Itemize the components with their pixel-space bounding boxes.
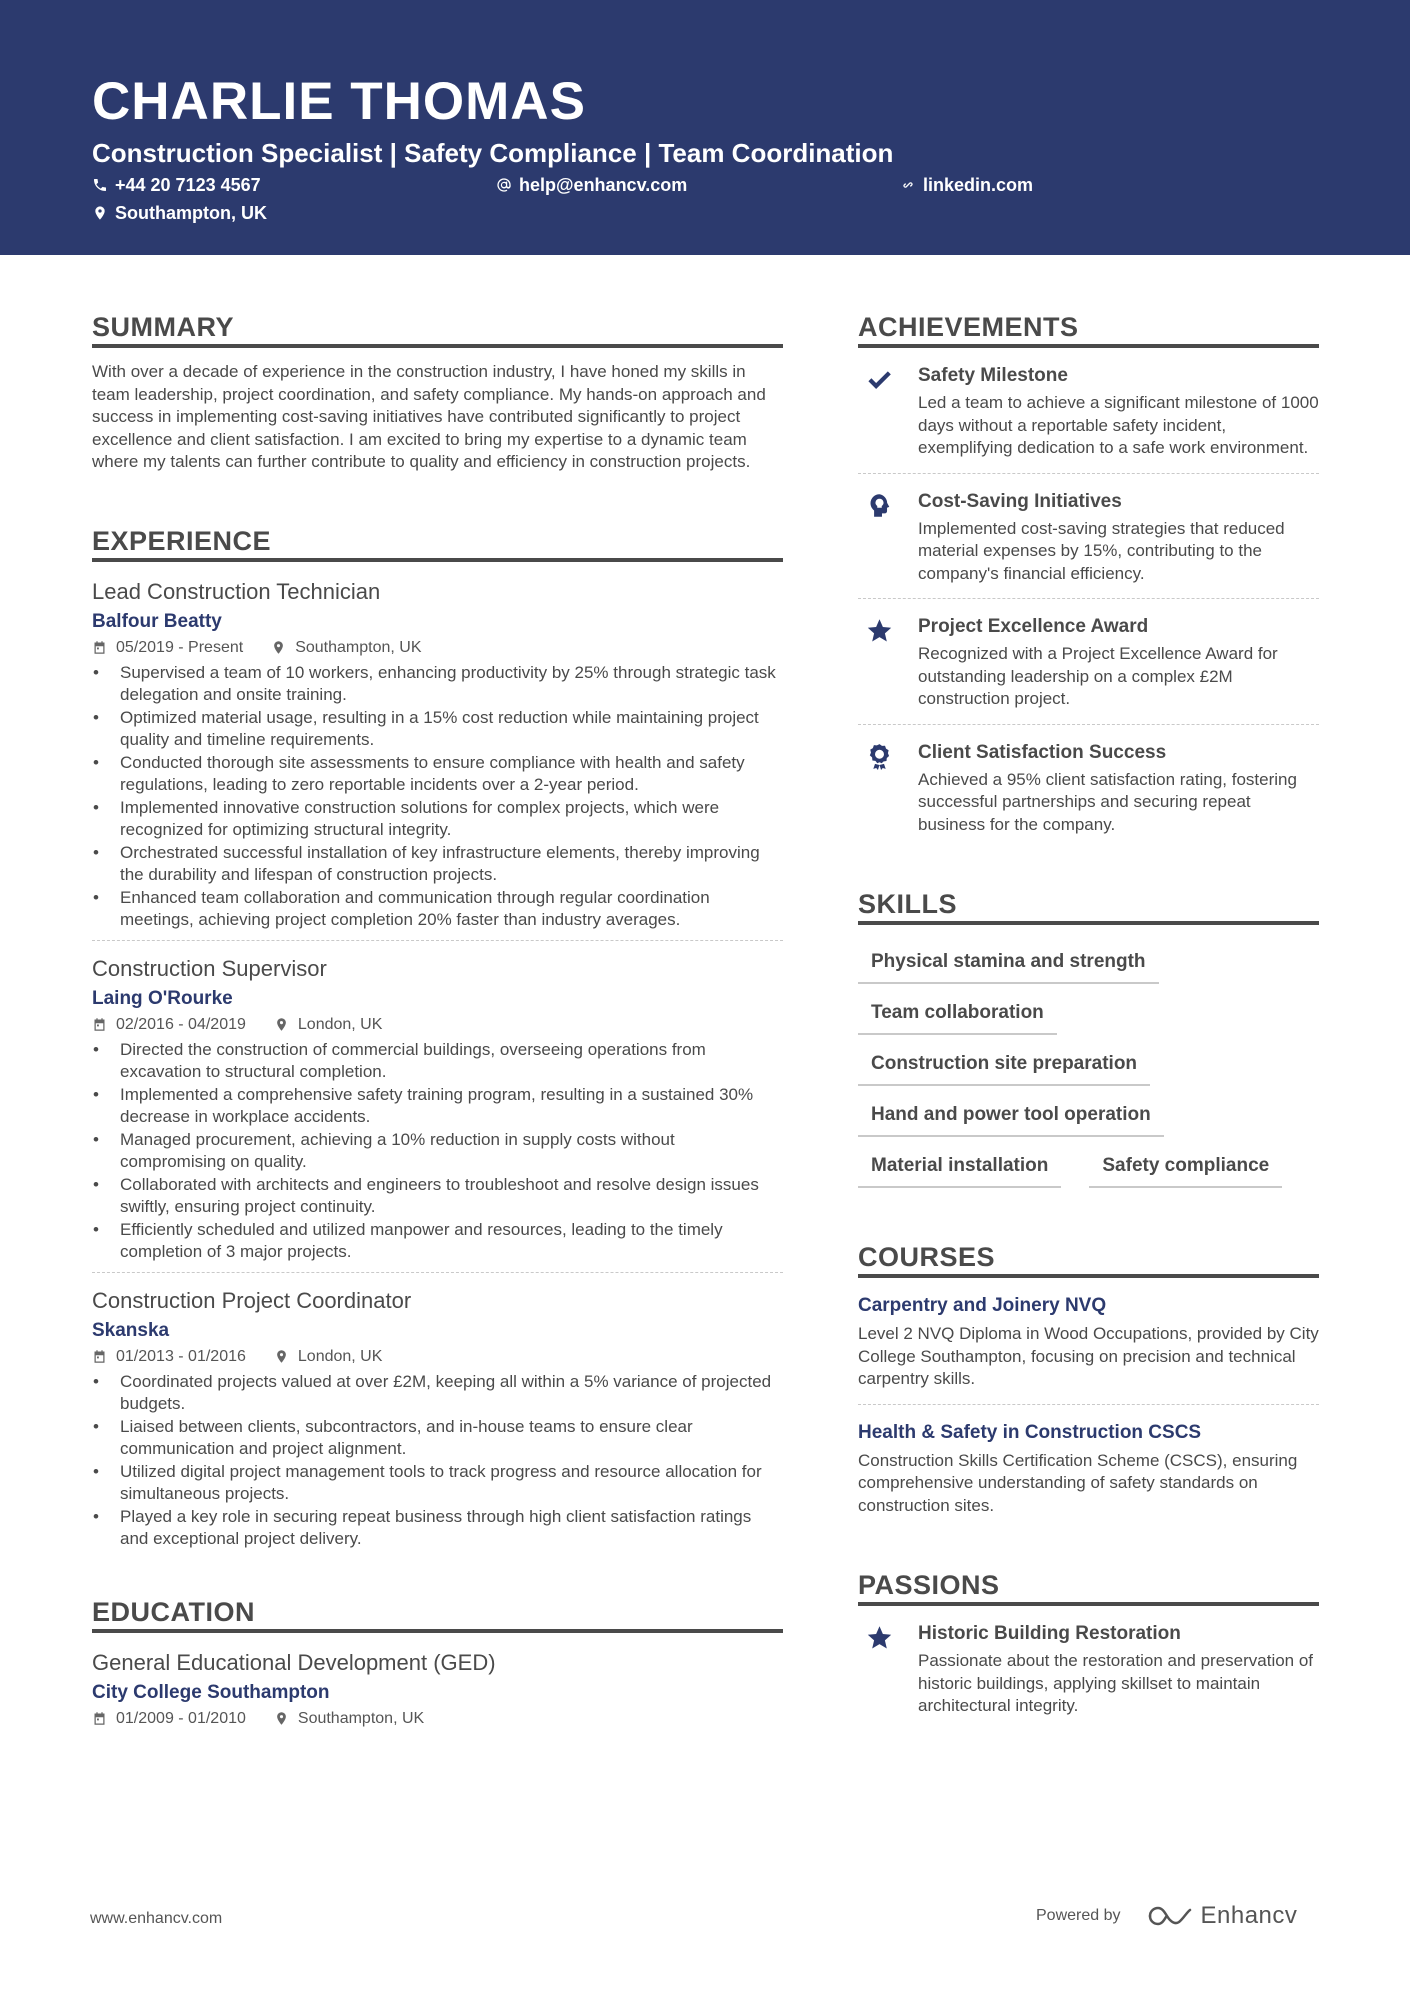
achievement-item bbox=[858, 474, 1319, 600]
passion-desc: Passionate about the restoration and preservation of historic buildings, applying skillset to maintain architectural integrity. bbox=[918, 1651, 1314, 1715]
summary-text: With over a decade of experience in the construction industry, I have honed my skills in team leadership, project coordination, and safety compliance. My hands-on approach and success in implementing cost-saving initiatives have contributed significantly to project excellence and client satisfaction. I am excited to bring my expertise to a dynamic team where my talents can further contribute to quality and efficiency in construction projects. bbox=[92, 362, 766, 471]
degree-title: General Educational Development (GED) bbox=[92, 1649, 496, 1675]
star-icon bbox=[866, 617, 893, 644]
head-idea-icon bbox=[866, 492, 893, 519]
candidate-tagline: Construction Specialist | Safety Compliance | Team Coordination bbox=[92, 138, 894, 168]
job-bullet: • Conducted thorough site assessments to ensure compliance with health and safety regulations, leading to zero reportable incidents over a 2-year period. bbox=[92, 752, 783, 797]
job-dates: 02/2016 - 04/2019 bbox=[116, 1015, 246, 1033]
job-bullets bbox=[92, 662, 783, 932]
achievement-desc: Recognized with a Project Excellence Award for outstanding leadership on a complex £2M construction project. bbox=[918, 644, 1278, 708]
experience-entry bbox=[92, 1272, 783, 1559]
job-bullet: • Utilized digital project management tools to track progress and resource allocation for simultaneous projects. bbox=[92, 1461, 783, 1506]
course-item bbox=[858, 1405, 1319, 1531]
achievement-desc: Implemented cost-saving strategies that reduced material expenses by 15%, contributing to the company's financial efficiency. bbox=[918, 518, 1285, 583]
job-meta bbox=[92, 637, 783, 659]
achievement-title: Cost-Saving Initiatives bbox=[918, 490, 1122, 512]
summary-section bbox=[92, 310, 783, 474]
course-item bbox=[858, 1278, 1319, 1405]
achievements-section bbox=[858, 310, 1319, 849]
skill-tag: Construction site preparation bbox=[858, 1042, 1150, 1086]
contact-phone-text: +44 20 7123 4567 bbox=[115, 175, 261, 195]
company-name: Skanska bbox=[92, 1319, 170, 1341]
courses-section bbox=[858, 1240, 1319, 1530]
job-bullet: • Orchestrated successful installation of key infrastructure elements, thereby improving the durability and lifespan of construction projects. bbox=[92, 842, 783, 887]
job-bullet: • Directed the construction of commercial buildings, overseeing operations from excavation to structural completion. bbox=[92, 1039, 783, 1084]
achievement-item bbox=[858, 599, 1319, 725]
location-pin-icon bbox=[271, 640, 286, 655]
location-pin-icon bbox=[92, 205, 108, 221]
course-title: Carpentry and Joinery NVQ bbox=[858, 1295, 1107, 1316]
experience-entry bbox=[92, 578, 783, 940]
achievement-title: Safety Milestone bbox=[918, 365, 1068, 386]
job-bullet: • Coordinated projects valued at over £2M, keeping all within a 5% variance of projected budgets. bbox=[92, 1371, 783, 1416]
skills-list bbox=[858, 933, 1319, 1188]
education-entry bbox=[92, 1649, 783, 1738]
location-pin-icon bbox=[274, 1349, 289, 1364]
job-dates: 05/2019 - Present bbox=[116, 638, 244, 656]
contact-email[interactable] bbox=[496, 173, 687, 197]
skills-section bbox=[858, 887, 1319, 1188]
calendar-icon bbox=[92, 1711, 107, 1726]
summary-heading: SUMMARY bbox=[92, 310, 783, 348]
job-dates: 01/2013 - 01/2016 bbox=[116, 1347, 246, 1365]
achievement-item bbox=[858, 725, 1319, 850]
right-column bbox=[858, 310, 1319, 1731]
skill-tag: Hand and power tool operation bbox=[858, 1093, 1164, 1137]
achievement-desc: Led a team to achieve a significant milestone of 1000 days without a reportable safety incident, exemplifying dedication to a safe work environment. bbox=[918, 393, 1319, 457]
contact-linkedin[interactable] bbox=[900, 173, 1033, 197]
job-bullet: • Supervised a team of 10 workers, enhancing productivity by 25% through strategic task delegation and onsite training. bbox=[92, 662, 783, 707]
experience-section bbox=[92, 524, 783, 1559]
left-column bbox=[92, 310, 783, 1738]
job-bullet: • Managed procurement, achieving a 10% reduction in supply costs without compromising on quality. bbox=[92, 1129, 783, 1174]
school-name: City College Southampton bbox=[92, 1681, 330, 1703]
phone-icon bbox=[92, 177, 108, 193]
achievement-desc: Achieved a 95% client satisfaction rating, fostering successful partnerships and securing repeat business for the company. bbox=[918, 769, 1297, 834]
company-name: Balfour Beatty bbox=[92, 610, 222, 632]
award-icon bbox=[866, 743, 893, 770]
footer-website[interactable]: www.enhancv.com bbox=[90, 1910, 223, 1927]
powered-by-label: Powered by bbox=[1036, 1907, 1121, 1924]
job-meta bbox=[92, 1346, 783, 1368]
courses-heading: COURSES bbox=[858, 1240, 1319, 1278]
achievements-heading: ACHIEVEMENTS bbox=[858, 310, 1319, 348]
contact-email-text: help@enhancv.com bbox=[519, 175, 688, 195]
education-location: Southampton, UK bbox=[297, 1709, 425, 1727]
contact-phone[interactable] bbox=[92, 173, 261, 197]
header bbox=[0, 0, 1410, 255]
enhancv-logo-icon bbox=[1147, 1903, 1193, 1929]
job-bullet: • Implemented innovative construction solutions for complex projects, which were recognized for optimizing structural integrity. bbox=[92, 797, 783, 842]
education-dates: 01/2009 - 01/2010 bbox=[116, 1709, 246, 1727]
experience-entry bbox=[92, 940, 783, 1272]
location-pin-icon bbox=[274, 1711, 289, 1726]
achievement-title: Project Excellence Award bbox=[918, 616, 1149, 637]
passions-section bbox=[858, 1568, 1319, 1731]
job-meta bbox=[92, 1014, 783, 1036]
skill-tag: Physical stamina and strength bbox=[858, 940, 1159, 984]
brand-name: Enhancv bbox=[1200, 1902, 1298, 1929]
job-bullet: • Efficiently scheduled and utilized manpower and resources, leading to the timely completion of 3 major projects. bbox=[92, 1219, 783, 1264]
course-desc: Level 2 NVQ Diploma in Wood Occupations, provided by City College Southampton, focusing on precision and technical carpentry skills. bbox=[858, 1324, 1319, 1388]
course-title: Health & Safety in Construction CSCS bbox=[858, 1421, 1202, 1443]
location-pin-icon bbox=[274, 1017, 289, 1032]
job-bullet: • Enhanced team collaboration and communication through regular coordination meetings, achieving project completion 20% faster than industry averages. bbox=[92, 887, 783, 932]
calendar-icon bbox=[92, 1349, 107, 1364]
star-icon bbox=[866, 1624, 893, 1651]
job-bullets bbox=[92, 1371, 783, 1551]
job-bullet: • Collaborated with architects and engineers to troubleshoot and resolve design issues swiftly, ensuring project continuity. bbox=[92, 1174, 783, 1219]
candidate-name: CHARLIE THOMAS bbox=[92, 72, 586, 131]
job-title: Lead Construction Technician bbox=[92, 578, 381, 604]
skills-heading: SKILLS bbox=[858, 887, 1319, 925]
passions-heading: PASSIONS bbox=[858, 1568, 1319, 1606]
education-heading: EDUCATION bbox=[92, 1595, 783, 1633]
achievement-item bbox=[858, 348, 1319, 474]
course-desc: Construction Skills Certification Scheme (CSCS), ensuring comprehensive understanding of safety standards on construction sites. bbox=[858, 1450, 1298, 1515]
passion-item bbox=[858, 1606, 1319, 1731]
at-icon bbox=[496, 177, 512, 193]
job-title: Construction Project Coordinator bbox=[92, 1287, 412, 1313]
job-bullet: • Optimized material usage, resulting in a 15% cost reduction while maintaining project quality and timeline requirements. bbox=[92, 707, 783, 752]
company-name: Laing O'Rourke bbox=[92, 987, 233, 1009]
job-bullet: • Liaised between clients, subcontractors, and in-house teams to ensure clear communication and project alignment. bbox=[92, 1416, 783, 1461]
job-title: Construction Supervisor bbox=[92, 955, 327, 981]
job-location: London, UK bbox=[297, 1347, 383, 1365]
skill-tag: Team collaboration bbox=[858, 991, 1057, 1035]
check-icon bbox=[866, 366, 893, 393]
contact-location bbox=[92, 201, 267, 225]
achievement-title: Client Satisfaction Success bbox=[918, 741, 1167, 763]
experience-heading: EXPERIENCE bbox=[92, 524, 783, 562]
footer-branding[interactable] bbox=[1036, 1902, 1297, 1930]
calendar-icon bbox=[92, 640, 107, 655]
passion-title: Historic Building Restoration bbox=[918, 1623, 1181, 1644]
job-location: Southampton, UK bbox=[295, 638, 422, 656]
calendar-icon bbox=[92, 1017, 107, 1032]
brand-logo bbox=[1147, 1902, 1298, 1930]
job-bullet: • Played a key role in securing repeat business through high client satisfaction ratings and exceptional project delivery. bbox=[92, 1506, 783, 1551]
job-bullet: • Implemented a comprehensive safety training program, resulting in a sustained 30% decrease in workplace accidents. bbox=[92, 1084, 783, 1129]
education-meta bbox=[92, 1708, 783, 1730]
job-bullets bbox=[92, 1039, 783, 1264]
skill-tag: Material installation bbox=[858, 1144, 1061, 1188]
contact-location-text: Southampton, UK bbox=[115, 203, 267, 223]
link-icon bbox=[900, 177, 916, 193]
education-section bbox=[92, 1595, 783, 1738]
skill-tag: Safety compliance bbox=[1089, 1144, 1282, 1188]
contact-linkedin-text: linkedin.com bbox=[923, 175, 1034, 195]
job-location: London, UK bbox=[297, 1015, 383, 1033]
